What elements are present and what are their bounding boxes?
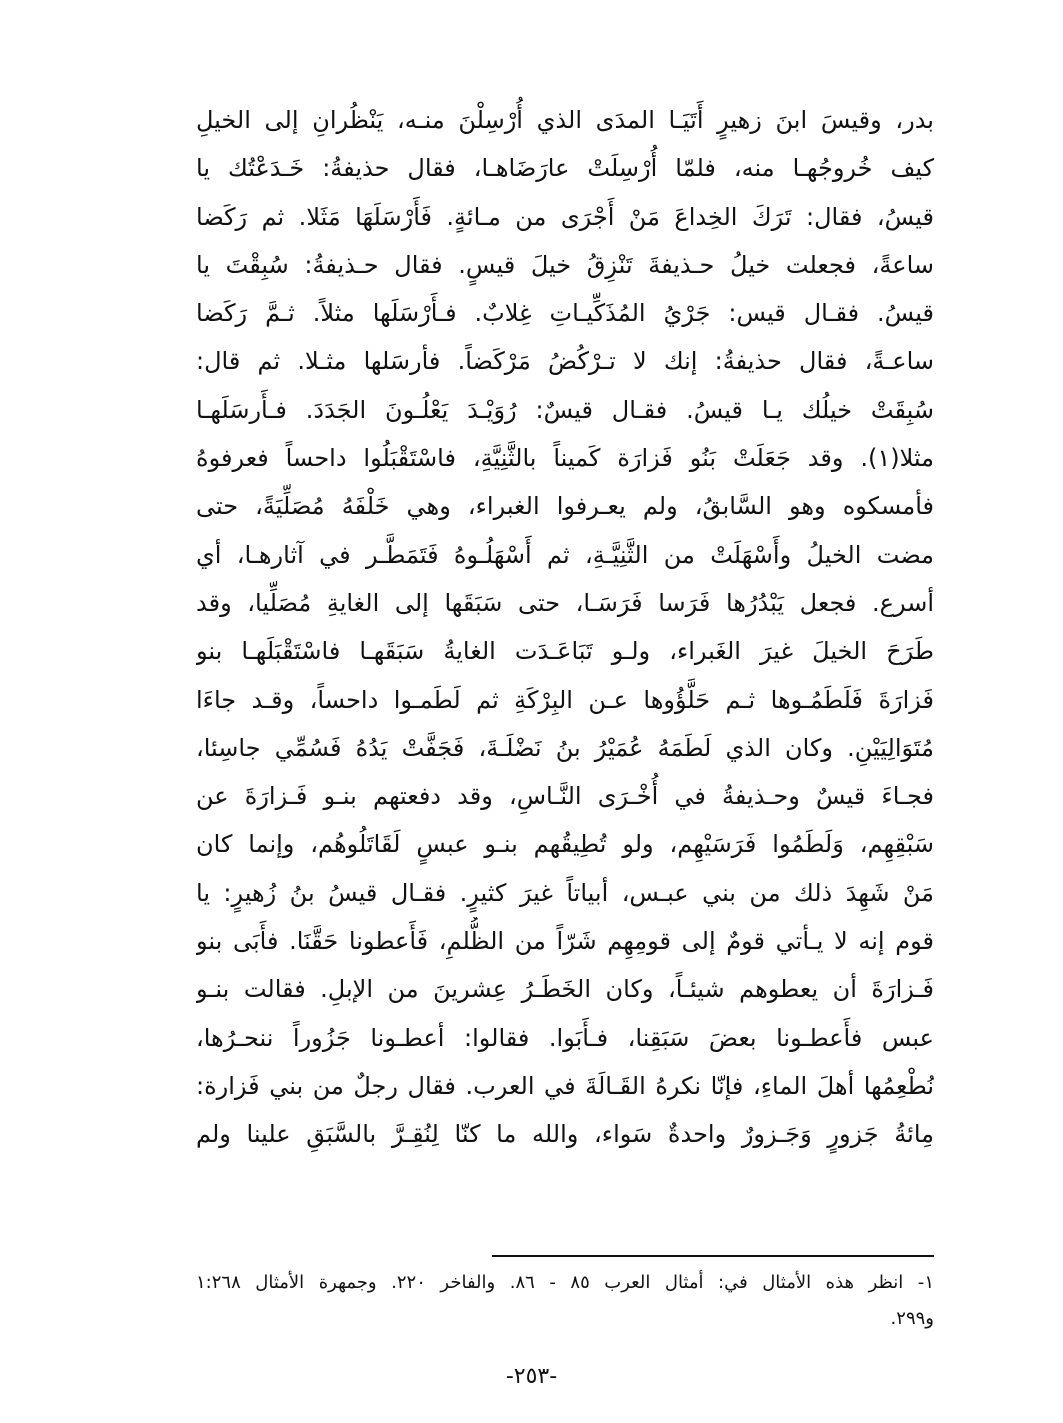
text-line: ساعـةً، فقال حذيفةُ: إنك لا تـرْكُضُ مَرْكَضاً. فأرسَلها مثـلا. ثم قال: (196, 347, 934, 376)
text-line: عبس فأَعطـونا بعضَ سَبَقِنا، فـأَبَوا. فقالوا: أعطـونا جَزُوراً ننحـرُها، (196, 1023, 934, 1052)
text-line: قيسُ، فقال: تَرَكَ الخِداعَ مَنْ أَجْرَى من مـائةٍ. فَأَرْسَلَهَا مَثَلا. ثم رَكَضا (196, 202, 934, 231)
text-line: مضت الخيلُ وأَسْهَلَتْ من الثَّنِيَّـةِ، ثم أَسْهَلُـوهُ فَتَمَطَّـر في آثارهـا، أي (196, 540, 934, 569)
text-line: فَـزارَةَ أن يعطوهم شيئـاً، وكان الخَطَـرُ عِشرينَ من الإبلِ. فقالت بنـو (196, 975, 934, 1004)
text-line: فأمسكوه وهو السَّابقُ، ولم يعـرفوا الغبراء، وهي خَلْفَهُ مُصَلِّيَةً، حتى (196, 492, 934, 521)
text-line: قوم إنه لا يـأتي قومٌ إلى قومِهِم شَرّاً من الظُّلمِ، فَأَعطونا حَقَّنَا. فأَبَى بنو (196, 927, 934, 956)
page-number: -٢٥٣- (505, 1364, 558, 1389)
footnote-line: ١- انظر هذه الأمثال في: أمثال العرب ٨٥ - ٨٦. والفاخر ٢٢٠. وجمهرة الأمثال ١:٢٦٨ (196, 1272, 934, 1293)
text-line: نُطْعِمُها أهلَ الماءِ، فإنّا نكرهُ القَـالَةَ في العرب. فقال رجلٌ من بني فَزارة: (196, 1071, 934, 1100)
text-line: مِائةُ جَزورٍ وَجَـزورٌ واحدةٌ سَواء، والله ما كنّا لِنُقِـرَّ بالسَّبَقِ علينا ولم (196, 1120, 934, 1149)
text-line: ساعةً، فجعلت خيلُ حـذيفةَ تَنْزِقُ خيلَ قيسٍ. فقال حـذيفةُ: سُبِقْتَ يا (196, 250, 934, 279)
main-text (196, 96, 934, 1159)
text-line: طَرَحَ الخيلَ غيرَ الغَبراء، ولـو تَبَاعَـدَت الغايةُ سَبَقَهـا فاسْتَقْبَلَهـا بنو (196, 637, 934, 666)
text-line: مُتَوَالِيَيْنِ. وكان الذي لَطَمَهُ عُمَيْرُ بنُ نَضْلَـةَ، فَجَفَّتْ يَدُهُ فَسُمِّي جاسِئا، (196, 733, 934, 762)
text-line: فَزارَةَ فَلَطَمُـوها ثـم حَلَّؤُوها عـن البِرْكَةِ ثم لَطَمـوا داحساً، وقـد جاءَا (196, 685, 934, 714)
text-line: قيسُ. فقـال قيس: جَرْيُ المُذَكِّيـاتِ غِلابٌ. فـأَرْسَلَها مثلاً. ثـمَّ رَكَضا (196, 299, 934, 328)
text-line: بدر، وقيسَ ابنَ زهيرٍ أَتَيَـا المدَى الذي أُرْسِلْنَ منـه، يَنْظُرانِ إلى الخيلِ (196, 106, 934, 134)
text-line: مثلا(١). وقد جَعَلَتْ بَنُو فَزارَة كَميناً بالثَّنِيَّةِ، فاسْتَقْبَلُوا داحساً فعرفوهُ (196, 444, 934, 473)
text-line: سُبِقَتْ خيلُك يـا قيسُ. فقـال قيسٌ: رُوَيْـدَ يَعْلُـونَ الجَدَدَ. فـأَرسَلَهـا (196, 395, 934, 424)
text-line: كيف خُروجُهـا منه، فلمّا أُرْسِلَتْ عارَضَاهـا، فقال حذيفةُ: خَـدَعْتُك يا (196, 154, 934, 183)
text-line: فجـاءَ قيسٌ وحـذيفةُ في أُخْـرَى النَّـاسِ، وقد دفعتهم بنـو فَـزارَةَ عن (196, 782, 934, 811)
footnote (196, 1265, 934, 1337)
text-line: سَبْقِهِم، وَلَطَمُوا فَرَسَيْهِم، ولو تُطِيقُهم بنـو عبسٍ لَقَاتَلُوهُم، وإنما كان (196, 830, 934, 859)
footnote-separator (492, 1255, 934, 1257)
footnote-line: و٢٩٩. (890, 1308, 934, 1329)
text-line: مَنْ شَهِدَ ذلك من بني عبـس، أبياتاً غيرَ كثيرٍ. فقـال قيسُ بنُ زُهيرٍ: يا (196, 878, 934, 907)
text-line: أسرع. فجعل يَبْدُرُها فَرَسا فَرَسَـا، حتى سَبَقَها إلى الغايةِ مُصَلِّيا، وقد (196, 588, 934, 617)
